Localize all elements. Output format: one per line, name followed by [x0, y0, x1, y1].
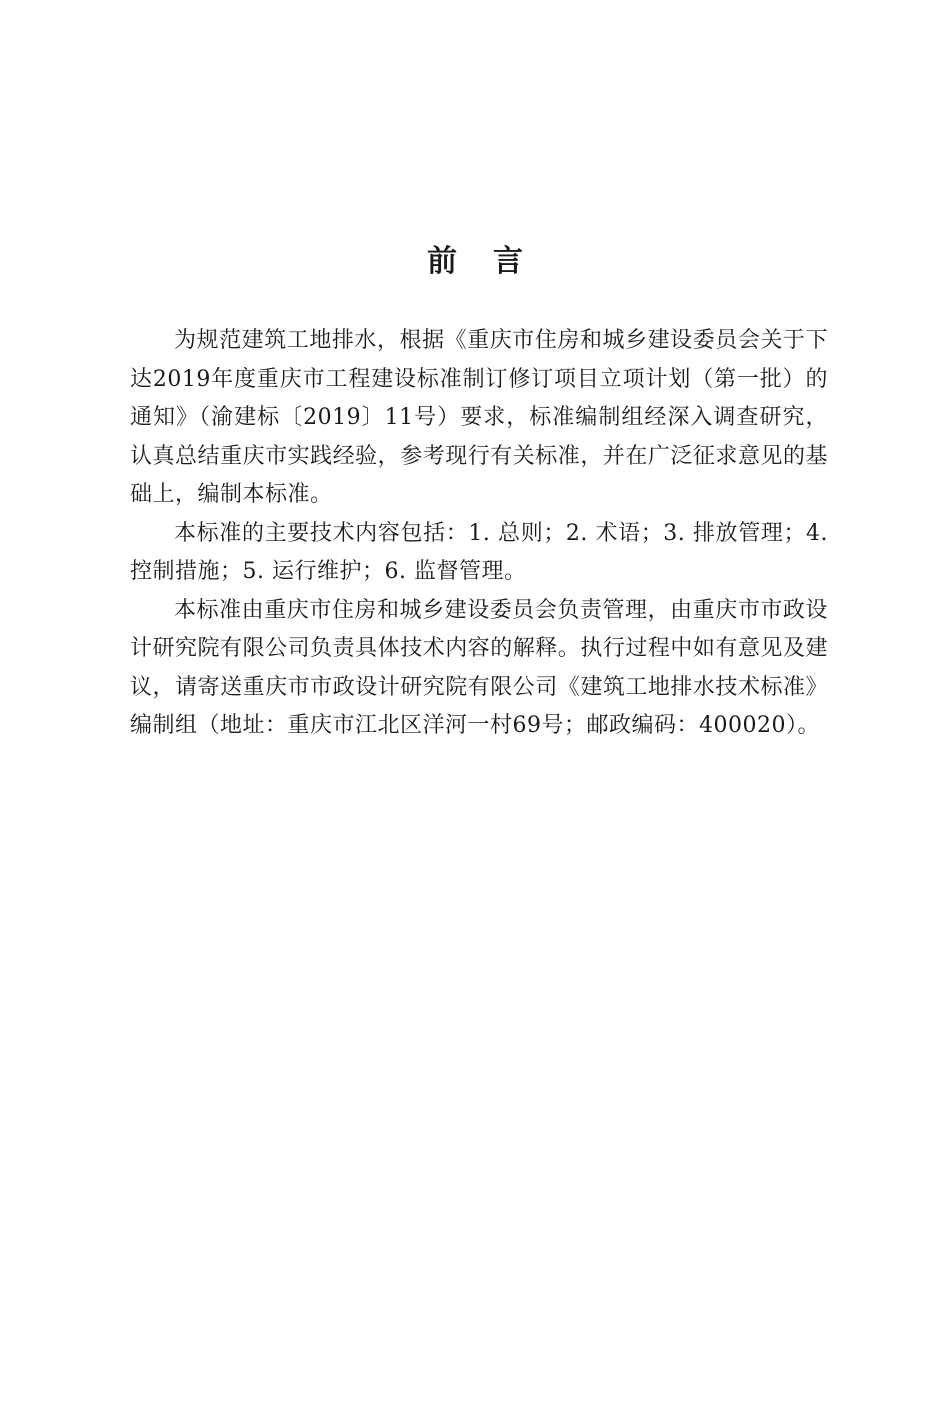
preface-body [130, 322, 828, 746]
page-title: 前言 [427, 244, 559, 279]
paragraph-2: 本标准的主要技术内容包括：1. 总则；2. 术语；3. 排放管理；4. 控制措施；5. 运行维护；6. 监督管理。 [130, 520, 828, 584]
paragraph-1: 为规范建筑工地排水，根据《重庆市住房和城乡建设委员会关于下达2019年度重庆市工程建设标准制订修订项目立项计划（第一批）的通知》（渝建标〔2019〕11号）要求，标准编制组经深入调查研究，认真总结重庆市实践经验，参考现行有关标准，并在广泛征求意见的基础上，编制本标准。 [130, 328, 828, 507]
paragraph-3: 本标准由重庆市住房和城乡建设委员会负责管理，由重庆市市政设计研究院有限公司负责具体技术内容的解释。执行过程中如有意见及建议，请寄送重庆市市政设计研究院有限公司《建筑工地排水技术标准》编制组（地址：重庆市江北区洋河一村69号；邮政编码：400020）。 [130, 597, 828, 738]
